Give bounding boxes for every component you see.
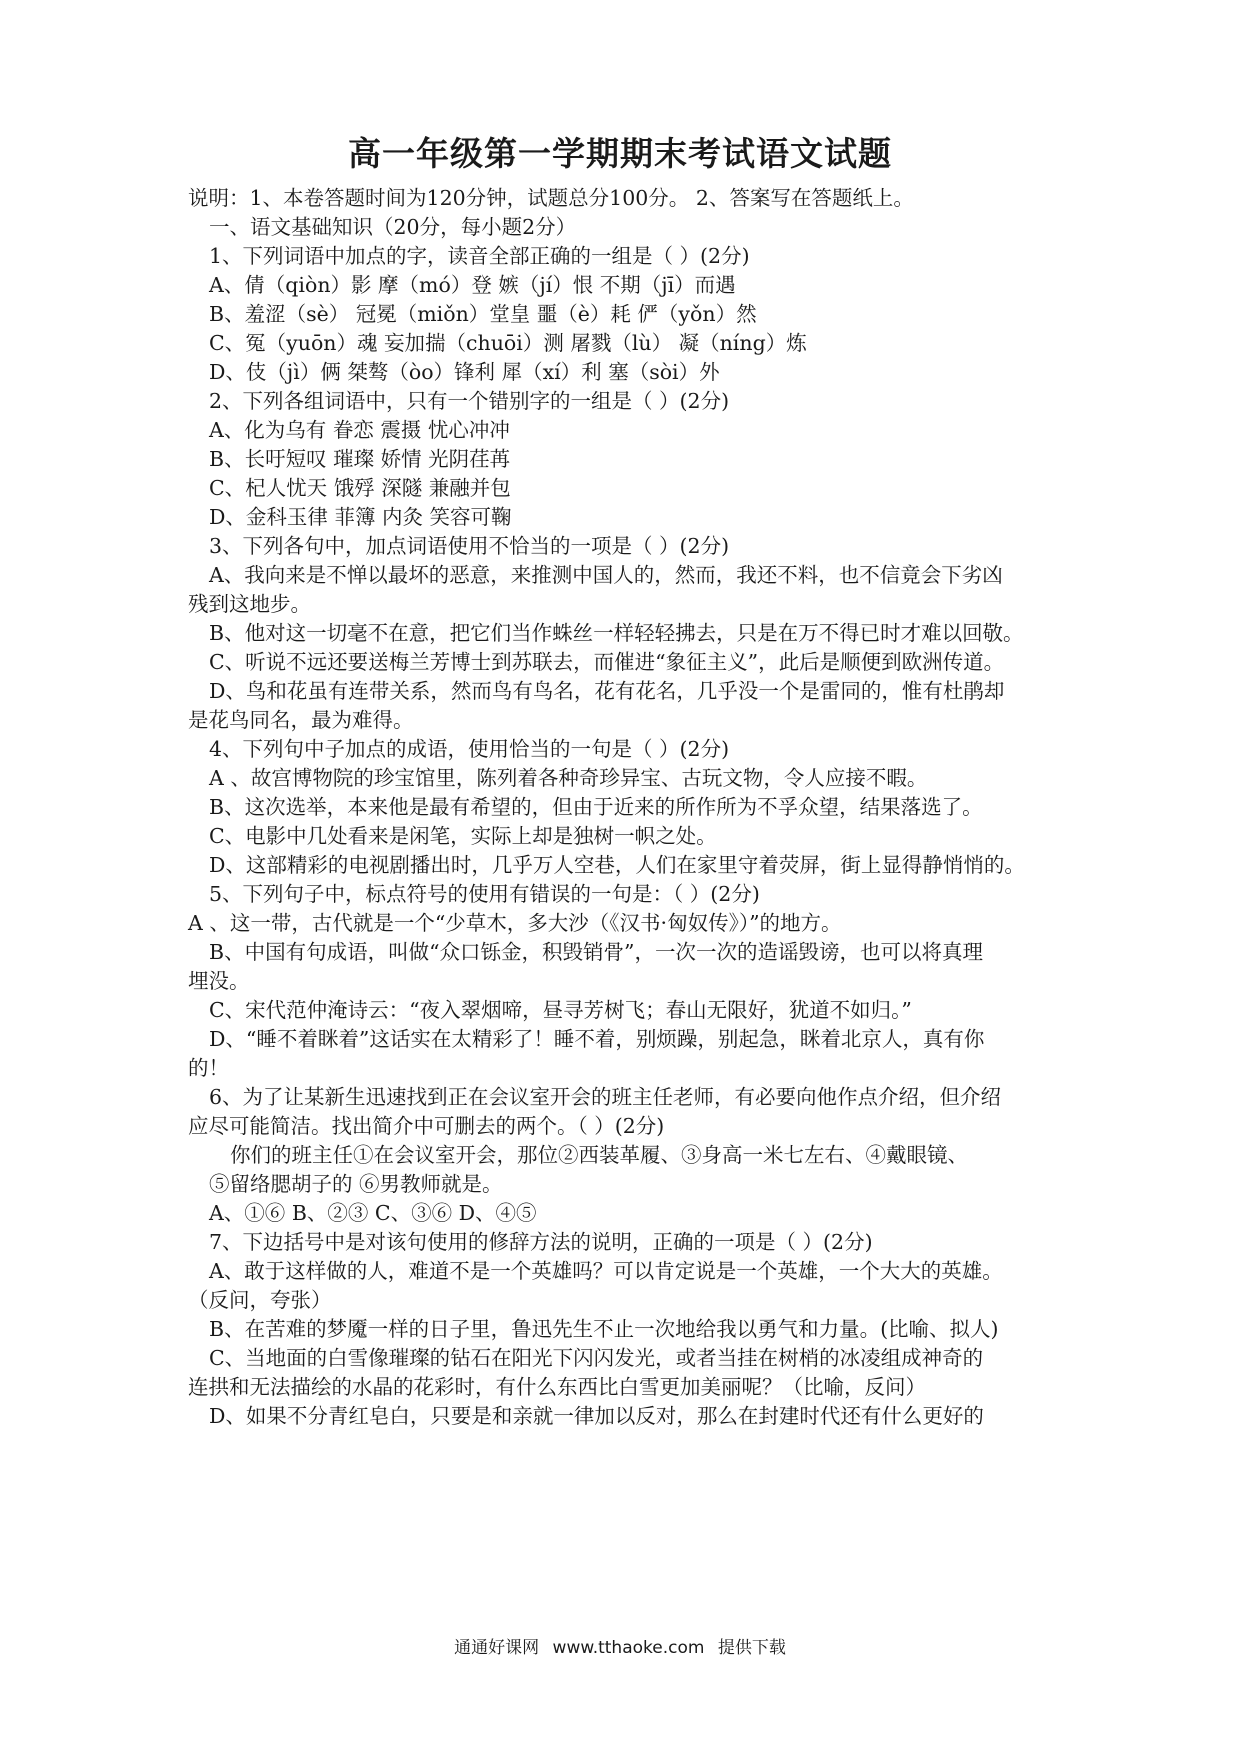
q5-option-c: C、宋代范仲淹诗云：“夜入翠烟啼，昼寻芳树飞；春山无限好，犹道不如归。”	[209, 998, 912, 1022]
q6-passage: 你们的班主任①在会议室开会，那位②西装革履、③身高一米七左右、④戴眼镜、	[230, 1143, 968, 1167]
q5-option-b-cont: 埋没。	[188, 969, 250, 993]
q1-option-d: D、伎（jì）俩 桀骜（òo）锋利 犀（xí）利 塞（sòi）外	[209, 360, 720, 384]
page-footer	[0, 1633, 1240, 1658]
question-5: 5、下列句子中，标点符号的使用有错误的一句是：（ ）(2分)	[209, 882, 760, 906]
q3-option-d: D、鸟和花虽有连带关系，然而鸟有鸟名，花有花名，几乎没一个是雷同的，惟有杜鹃却	[209, 679, 1005, 703]
q5-option-a: A 、这一带，古代就是一个“少草木，多大沙（《汉书·匈奴传》）”的地方。	[188, 911, 842, 935]
q2-option-a: A、化为乌有 眷恋 震摄 忧心冲冲	[209, 418, 510, 442]
q3-option-c: C、听说不远还要送梅兰芳博士到苏联去，而催进“象征主义”，此后是顺便到欧洲传道。	[209, 650, 1005, 674]
q4-option-c: C、电影中几处看来是闲笔，实际上却是独树一帜之处。	[209, 824, 717, 848]
question-7: 7、下边括号中是对该句使用的修辞方法的说明，正确的一项是（ ）(2分)	[209, 1230, 873, 1254]
q6-passage-cont: ⑤留络腮胡子的 ⑥男教师就是。	[209, 1172, 503, 1196]
q7-option-a: A、敢于这样做的人，难道不是一个英雄吗？可以肯定说是一个英雄，一个大大的英雄。	[209, 1259, 1003, 1283]
question-1: 1、下列词语中加点的字，读音全部正确的一组是（ ）(2分)	[209, 244, 750, 268]
q2-option-d: D、金科玉律 菲簿 内灸 笑容可鞠	[209, 505, 512, 529]
q5-option-b: B、中国有句成语，叫做“众口铄金，积毁销骨”，一次一次的造谣毁谤，也可以将真理	[209, 940, 984, 964]
q4-option-b: B、这次选举，本来他是最有希望的，但由于近来的所作所为不孚众望，结果落选了。	[209, 795, 983, 819]
question-3: 3、下列各句中，加点词语使用不恰当的一项是（ ）(2分)	[209, 534, 730, 558]
question-6-cont: 应尽可能简洁。找出简介中可删去的两个。（ ）(2分)	[188, 1114, 665, 1138]
q7-option-b: B、在苦难的梦魇一样的日子里，鲁迅先生不止一次地给我以勇气和力量。(比喻、拟人)	[209, 1317, 999, 1341]
footer-url[interactable]: www.tthaoke.com	[552, 1638, 705, 1658]
footer-note: 提供下载	[717, 1638, 786, 1658]
q1-option-a: A、倩（qiòn）影 摩（mó）登 嫉（jí）恨 不期（jī）而遇	[209, 273, 736, 297]
instructions-line: 说明：1、本卷答题时间为120分钟，试题总分100分。 2、答案写在答题纸上。	[188, 186, 914, 210]
q3-option-a-cont: 残到这地步。	[188, 592, 311, 616]
q3-option-b: B、他对这一切毫不在意，把它们当作蛛丝一样轻轻拂去，只是在万不得已时才难以回敬。	[209, 621, 1024, 645]
q5-option-d: D、“睡不着眯着”这话实在太精彩了！睡不着，别烦躁，别起急，眯着北京人，真有你	[209, 1027, 985, 1051]
q7-option-c-cont: 连拱和无法描绘的水晶的花彩时，有什么东西比白雪更加美丽呢？（比喻，反问）	[188, 1375, 926, 1399]
q4-option-d: D、这部精彩的电视剧播出时，几乎万人空巷，人们在家里守着荧屏，街上显得静悄悄的。	[209, 853, 1025, 877]
footer-site: 通通好课网	[454, 1638, 540, 1658]
q2-option-c: C、杞人忧天 饿殍 深隧 兼融并包	[209, 476, 511, 500]
q1-option-b: B、羞涩（sè） 冠冕（miǒn）堂皇 噩（è）耗 俨（yǒn）然	[209, 302, 757, 326]
q7-option-c: C、当地面的白雪像璀璨的钻石在阳光下闪闪发光，或者当挂在树梢的冰凌组成神奇的	[209, 1346, 984, 1370]
question-2: 2、下列各组词语中，只有一个错别字的一组是（ ）(2分)	[209, 389, 730, 413]
page-title: 高一年级第一学期期末考试语文试题	[348, 134, 892, 173]
q1-option-c: C、冤（yuōn）魂 妄加揣（chuōi）测 屠戮（lù） 凝（níng）炼	[209, 331, 807, 355]
q7-option-d: D、如果不分青红皂白，只要是和亲就一律加以反对，那么在封建时代还有什么更好的	[209, 1404, 984, 1428]
q3-option-a: A、我向来是不惮以最坏的恶意，来推测中国人的，然而，我还不料，也不信竟会下劣凶	[209, 563, 1003, 587]
q4-option-a: A 、故宫博物院的珍宝馆里，陈列着各种奇珍异宝、古玩文物，令人应接不暇。	[209, 766, 928, 790]
q7-option-a-cont: （反问，夸张）	[188, 1288, 332, 1312]
q5-option-d-cont: 的！	[188, 1056, 229, 1080]
section-heading: 一、语文基础知识（20分，每小题2分）	[209, 215, 577, 239]
question-6: 6、为了让某新生迅速找到正在会议室开会的班主任老师，有必要向他作点介绍，但介绍	[209, 1085, 1002, 1109]
q3-option-d-cont: 是花鸟同名，最为难得。	[188, 708, 414, 732]
q6-options: A、①⑥ B、②③ C、③⑥ D、④⑤	[209, 1201, 537, 1225]
question-4: 4、下列句中子加点的成语，使用恰当的一句是（ ）(2分)	[209, 737, 730, 761]
q2-option-b: B、长吁短叹 璀璨 娇情 光阴荏苒	[209, 447, 511, 471]
